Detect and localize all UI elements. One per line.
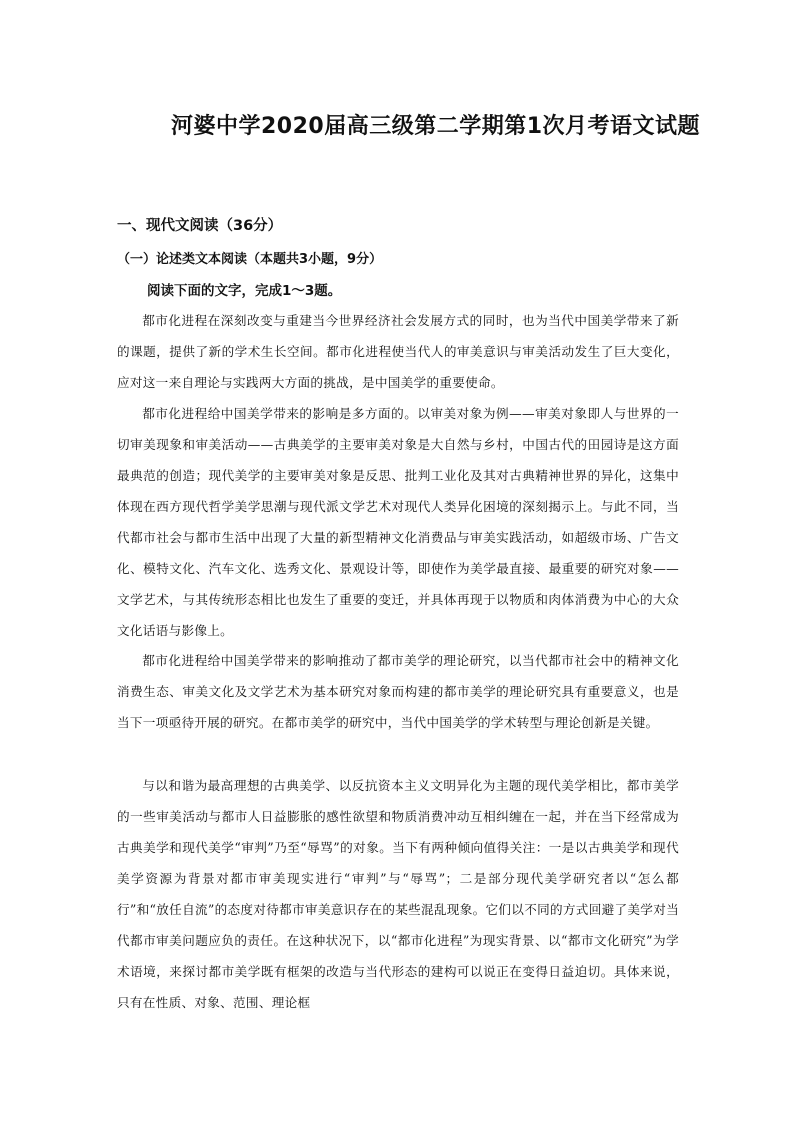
page-title: 河婆中学2020届高三级第二学期第1次月考语文试题: [171, 114, 701, 139]
body-paragraph: 都市化进程给中国美学带来的影响是多方面的。以审美对象为例——审美对象即人与世界的一切审美现象和审美活动——古典美学的主要审美对象是大自然与乡村，中国古代的田园诗是这方面最典范的创造；现代美学的主要审美对象是反思、批判工业化及其对古典精神世界的异化，这集中体现在西方现代哲学美学思潮与现代派文学艺术对现代人类异化困境的深刻揭示上。与此不同，当代都市社会与都市生活中出现了大量的新型精神文化消费品与审美实践活动，如超级市场、广告文化、模特文化、汽车文化、选秀文化、景观设计等，即使作为美学最直接、最重要的研究对象——文学艺术，与其传统形态相比也发生了重要的变迁，并具体再现于以物质和肉体消费为中心的大众文化话语与影像上。: [117, 406, 679, 638]
body-paragraph: 都市化进程在深刻改变与重建当今世界经济社会发展方式的同时，也为当代中国美学带来了新的课题，提供了新的学术生长空间。都市化进程使当代人的审美意识与审美活动发生了巨大变化，应对这一来自理论与实践两大方面的挑战，是中国美学的重要使命。: [117, 313, 679, 390]
subsection-heading: （一）论述类文本阅读（本题共3小题，9分）: [117, 252, 383, 267]
section-heading: 一、现代文阅读（36分）: [117, 218, 283, 234]
body-paragraph: 都市化进程给中国美学带来的影响推动了都市美学的理论研究，以当代都市社会中的精神文化消费生态、审美文化及文学艺术为基本研究对象而构建的都市美学的理论研究具有重要意义，也是当下一项亟待开展的研究。在都市美学的研究中，当代中国美学的学术转型与理论创新是关键。: [117, 653, 679, 730]
reading-instruction: 阅读下面的文字，完成1～3题。: [147, 283, 342, 299]
body-paragraph: 与以和谐为最高理想的古典美学、以反抗资本主义文明异化为主题的现代美学相比，都市美学的一些审美活动与都市人日益膨胀的感性欲望和物质消费冲动互相纠缠在一起，并在当下经常成为古典美学和现代美学“审判”乃至“辱骂”的对象。当下有两种倾向值得关注：一是以古典美学和现代美学资源为背景对都市审美现实进行“审判”与“辱骂”；二是部分现代美学研究者以“怎么都行”和“放任自流”的态度对待都市审美意识存在的某些混乱现象。它们以不同的方式回避了美学对当代都市审美问题应负的责任。在这种状况下，以“都市化进程”为现实背景、以“都市文化研究”为学术语境，来探讨都市美学既有框架的改造与当代形态的建构可以说正在变得日益迫切。具体来说，只有在性质、对象、范围、理论框: [117, 778, 679, 1010]
